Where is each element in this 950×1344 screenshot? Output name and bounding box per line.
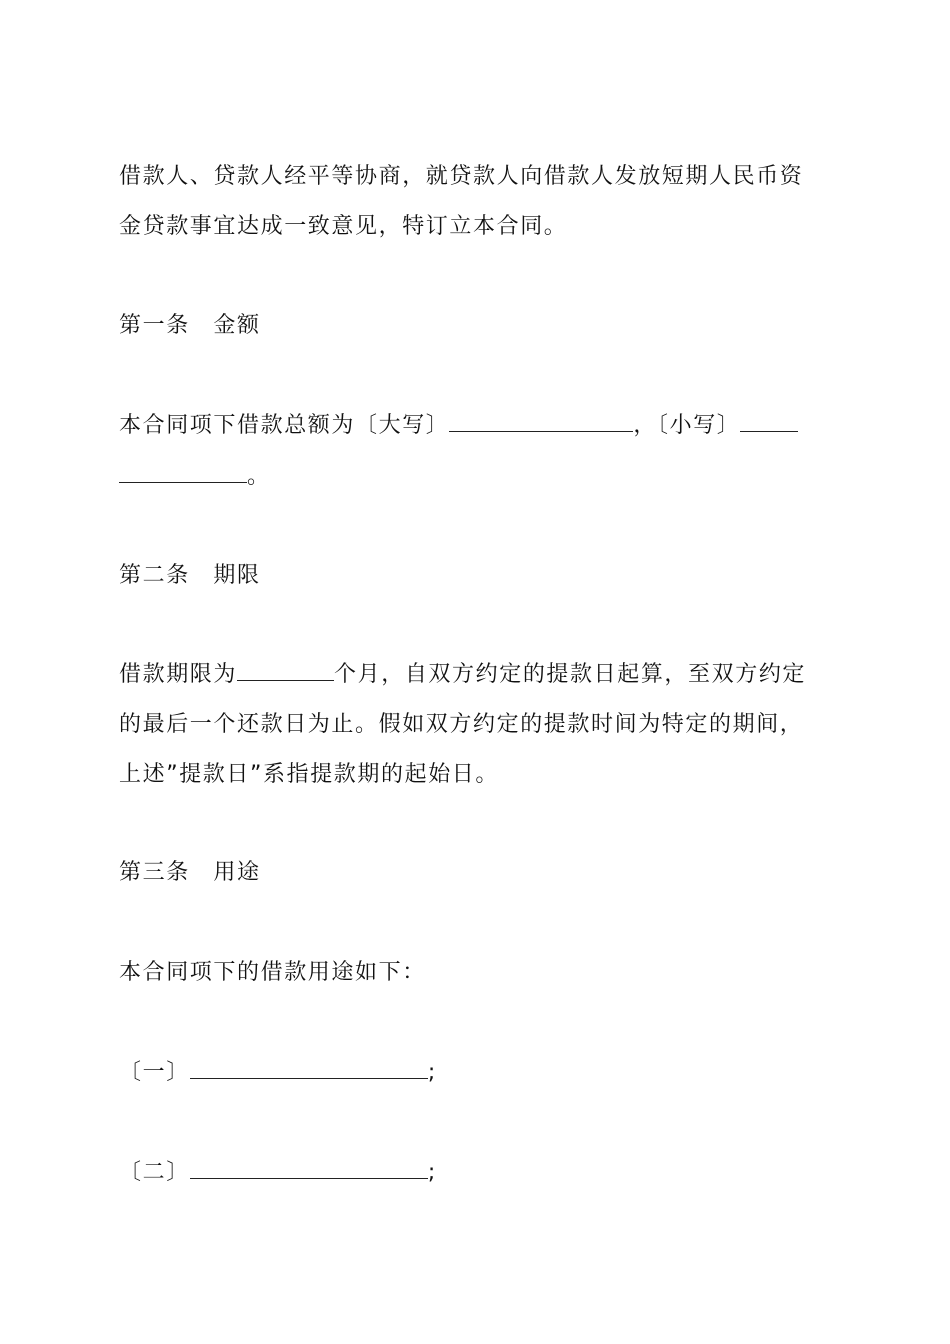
article-2-line-2: 的最后一个还款日为止。假如双方约定的提款时间为特定的期间， (119, 712, 804, 737)
term-label: 借款期限为 (119, 662, 238, 687)
article-2-term-line (119, 660, 806, 690)
amount-lowercase-label: ，〔小写〕 (633, 413, 741, 438)
purpose-item-1-blank[interactable] (190, 1058, 428, 1079)
article-1-amount-line-2 (119, 462, 271, 492)
intro-line-1: 借款人、贷款人经平等协商，就贷款人向借款人发放短期人民币资 (119, 164, 804, 189)
article-1-heading: 第一条 金额 (119, 313, 261, 338)
article-2-heading: 第二条 期限 (119, 563, 261, 588)
term-text: 个月，自双方约定的提款日起算，至双方约定 (334, 662, 807, 687)
purpose-item-2-blank[interactable] (190, 1158, 428, 1179)
amount-line-end: 。 (247, 464, 271, 489)
purpose-item-1-end: ; (427, 1060, 437, 1085)
amount-uppercase-blank[interactable] (449, 411, 633, 432)
article-3-heading: 第三条 用途 (119, 860, 261, 885)
amount-lowercase-blank[interactable] (740, 411, 798, 432)
article-2-line-3: 上述”提款日”系指提款期的起始日。 (119, 762, 499, 787)
article-3-intro: 本合同项下的借款用途如下： (119, 960, 426, 985)
purpose-item-2-end: ; (427, 1160, 437, 1185)
amount-lowercase-blank-continued[interactable] (119, 462, 247, 483)
amount-uppercase-label: 本合同项下借款总额为〔大写〕 (119, 413, 450, 438)
purpose-item-2 (119, 1158, 437, 1188)
intro-line-2: 金贷款事宜达成一致意见，特订立本合同。 (119, 214, 568, 239)
term-months-blank[interactable] (237, 660, 334, 681)
purpose-item-1 (119, 1058, 437, 1088)
article-1-amount-line (119, 411, 798, 441)
purpose-item-2-label: 〔二〕 (119, 1160, 190, 1185)
purpose-item-1-label: 〔一〕 (119, 1060, 190, 1085)
